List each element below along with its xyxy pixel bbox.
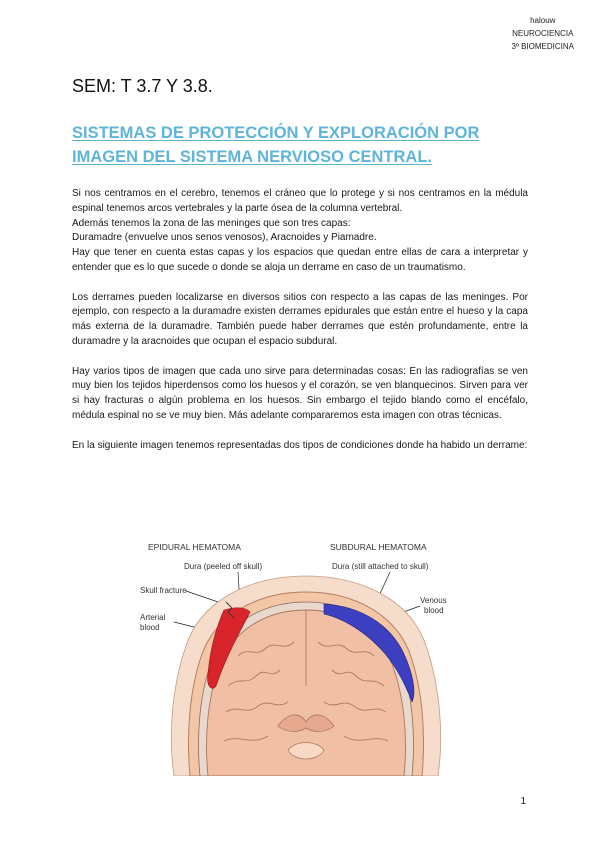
header-box: [512, 14, 575, 53]
main-title-line1: SISTEMAS DE PROTECCIÓN Y EXPLORACIÓN POR: [72, 124, 480, 142]
header-course: 3º BIOMEDICINA: [511, 42, 574, 51]
sem-title: SEM: T 3.7 Y 3.8.: [72, 76, 213, 96]
paragraph-hemorrhage: Los derrames pueden localizarse en diversos sitios con respecto a las capas de las meninges. Por ejemplo, con respecto a la duramadre existen derrames epidurales que están entre el hueso y la capa más externa de la duramadre. También puede haber derrames que estén profundamente, entre la duramadre y la aracnoides que ocupan el espacio subdural.: [72, 291, 528, 347]
label-epidural: EPIDURAL HEMATOMA: [148, 542, 241, 552]
paragraph-skull: Si nos centramos en el cerebro, tenemos el cráneo que lo protege y si nos centramos en la médula espinal tenemos arcos vertebrales y la parte ósea de la columna vertebral.: [72, 188, 528, 214]
paragraph-meninges: Además tenemos la zona de las meninges que son tres capas:: [72, 217, 351, 229]
body-text: [72, 187, 528, 453]
paragraph-traumatism: Hay que tener en cuenta estas capas y los espacios que quedan entre ellas de cara a interpretar y entender que es lo que sucede o donde se aloja un derrame en caso de un traumatismo.: [72, 247, 528, 273]
paragraph-figure-intro: En la siguiente imagen tenemos representadas dos tipos de condiciones donde ha habido un derrame:: [72, 439, 528, 451]
label-arterial-1: Arterial: [140, 613, 166, 622]
label-arterial-2: blood: [140, 623, 160, 632]
paragraph-imaging: Hay varios tipos de imagen que cada uno sirve para determinadas cosas: En las radiografías se ven muy bien los tejidos hiperdensos como los huesos y el corazón, se ven blanquecinos. Sirven para ver si hay fracturas o algún problema en los huesos. Sin embargo el tejido blando como el encéfalo, médula espinal no se ve muy bien. Más adelante compararemos esta imagen con otras técnicas.: [72, 365, 528, 421]
main-title-line2: IMAGEN DEL SISTEMA NERVIOSO CENTRAL.: [72, 148, 432, 166]
hematoma-figure: [128, 536, 484, 776]
label-dura-peeled: Dura (peeled off skull): [184, 562, 263, 571]
label-skull-fracture: Skull fracture: [140, 586, 187, 595]
label-subdural: SUBDURAL HEMATOMA: [330, 542, 427, 552]
label-venous-2: blood: [424, 606, 444, 615]
page-number: 1: [520, 796, 526, 807]
label-venous-1: Venous: [420, 596, 447, 605]
header-subject: NEUROCIENCIA: [512, 29, 574, 38]
main-title: [72, 121, 532, 169]
label-dura-attached: Dura (still attached to skull): [332, 562, 429, 571]
header-author: halouw: [530, 16, 556, 25]
paragraph-layers: Duramadre (envuelve unos senos venosos), Aracnoides y Piamadre.: [72, 232, 377, 244]
